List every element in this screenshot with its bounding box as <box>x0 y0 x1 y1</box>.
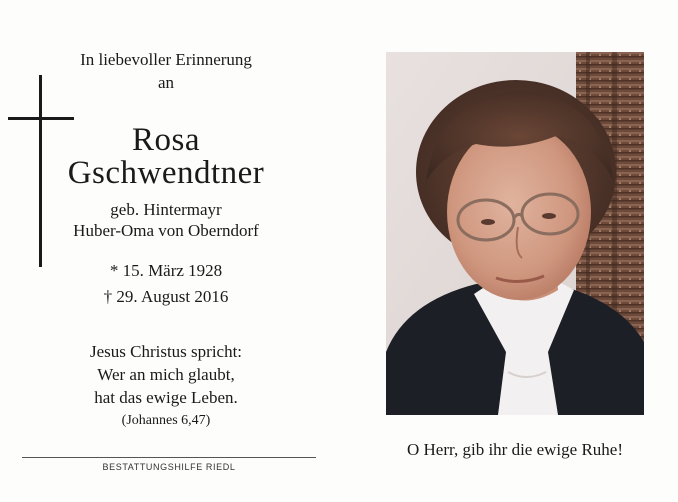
intro-line-2: an <box>157 73 175 92</box>
intro-line-1: In liebevoller Erinnerung <box>80 50 252 69</box>
quote-reference: (Johannes 6,47) <box>121 413 211 428</box>
death-date: † 29. August 2016 <box>103 287 229 306</box>
quote-line-1: Jesus Christus spricht: <box>89 342 243 361</box>
footer-divider <box>22 457 316 458</box>
nickname: Huber-Oma von Oberndorf <box>73 221 259 240</box>
birth-date: * 15. März 1928 <box>109 261 223 280</box>
quote-line-3: hat das ewige Leben. <box>94 388 238 407</box>
funeral-home-name: BESTATTUNGSHILFE RIEDL <box>102 462 236 472</box>
portrait-photo <box>386 52 644 415</box>
born-name: geb. Hintermayr <box>110 200 222 219</box>
cross-icon-bar <box>8 117 74 120</box>
first-name: Rosa <box>132 122 200 158</box>
last-name: Gschwendtner <box>67 155 265 191</box>
prayer-line: O Herr, gib ihr die ewige Ruhe! <box>406 440 623 459</box>
cross-icon <box>39 75 42 267</box>
quote-line-2: Wer an mich glaubt, <box>97 365 235 384</box>
